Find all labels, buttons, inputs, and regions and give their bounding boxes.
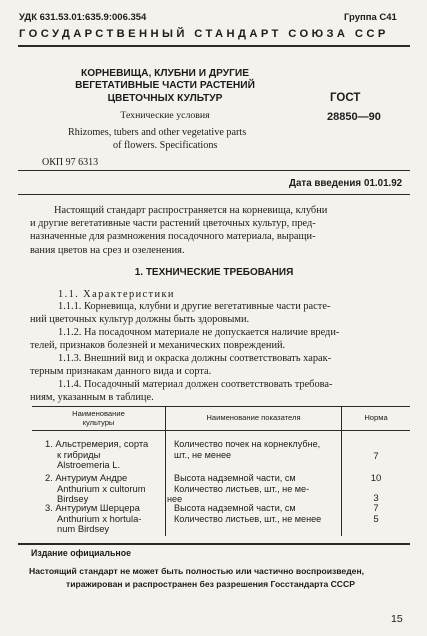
table-col-divider xyxy=(165,406,166,536)
footer-rule xyxy=(18,543,410,545)
reproduction-notice: Настоящий стандарт не может быть полностью или частично воспроизведен, xyxy=(29,566,365,576)
text-line: терным признакам данного вида и сорта. xyxy=(30,366,212,378)
udc-code: УДК 631.53.01:635.9:006.354 xyxy=(19,12,147,23)
table-cell-indicator xyxy=(174,503,321,524)
table-cell-line: Количество почек на корнеклубне, xyxy=(174,439,321,449)
paragraph-1-1-1 xyxy=(30,300,408,326)
okp-code: ОКП 97 6313 xyxy=(42,157,99,168)
group-code: Группа С41 xyxy=(344,12,397,23)
table-cell-norm: 5 xyxy=(373,514,379,525)
standard-title-line: ВЕГЕТАТИВНЫЕ ЧАСТИ РАСТЕНИЙ xyxy=(75,80,255,92)
reproduction-notice: тиражирован и распространен без разрешения Госстандарта СССР xyxy=(66,579,355,589)
standard-title-line: КОРНЕВИЩА, КЛУБНИ И ДРУГИЕ xyxy=(80,68,249,79)
table-header-indicator: Наименование показателя xyxy=(206,413,301,422)
table-header-line: культуры xyxy=(82,418,115,427)
table-cell-culture: Anthurium x cultorum xyxy=(57,482,146,494)
paragraph-1-1-3 xyxy=(30,352,408,378)
table-cell-culture: 3. Антуриум Шерцера xyxy=(45,502,140,513)
standard-title-line: ЦВЕТОЧНЫХ КУЛЬТУР xyxy=(107,92,223,104)
gost-label: ГОСТ xyxy=(330,92,361,104)
table-cell-indicator xyxy=(174,439,320,460)
table-cell-line: нее xyxy=(167,494,183,505)
text-line: вания цветов на срез и озеленения. xyxy=(30,244,185,256)
table-cell-norm: 7 xyxy=(373,451,379,462)
table-cell-culture: Alstroemeria L. xyxy=(57,459,121,471)
standard-title xyxy=(62,68,268,105)
table-cell-norm: 10 xyxy=(370,473,382,484)
table-cell-culture: 2. Антуриум Андре xyxy=(45,472,128,483)
table-top-rule xyxy=(32,406,410,407)
table-cell-culture: num Birdsey xyxy=(57,523,110,535)
english-title-line-2: of flowers. Specifications xyxy=(113,140,218,151)
standard-subtitle: Технические условия xyxy=(120,110,210,121)
text-line: 1.1.2. На посадочном материале не допускается наличие вреди- xyxy=(58,327,340,338)
english-title-line-1: Rhizomes, tubers and other vegetative parts xyxy=(68,127,247,138)
text-line: ний цветочных культур должны быть здоровыми. xyxy=(30,314,250,326)
table-row xyxy=(45,503,141,535)
table-header-norm: Норма xyxy=(364,413,388,422)
text-line: 1.1. Характеристики xyxy=(58,289,175,300)
gost-number: 28850—90 xyxy=(327,111,381,123)
text-line: телей, признаков болезней и механических повреждений. xyxy=(30,340,286,352)
text-line: Настоящий стандарт распространяется на корневища, клубни xyxy=(54,205,328,216)
text-line: 1.1.1. Корневища, клубни и другие вегетативные части расте- xyxy=(58,301,331,312)
table-cell-line: Высота надземной части, см xyxy=(174,473,296,483)
text-line: 1.1.4. Посадочный материал должен соответствовать требова- xyxy=(58,379,333,390)
text-line: 1.1.3. Внешний вид и окраска должны соответствовать харак- xyxy=(58,353,332,364)
table-cell-culture: к гибриды xyxy=(57,448,101,460)
table-cell-indicator xyxy=(167,473,310,505)
table-row xyxy=(45,439,148,471)
intro-date-label: Дата введения xyxy=(289,178,362,189)
table-cell-culture: Anthurium x hortula- xyxy=(57,512,142,524)
state-standard-banner: ГОСУДАРСТВЕННЫЙ СТАНДАРТ СОЮЗА ССР xyxy=(19,28,389,40)
paragraph-1-1-4 xyxy=(30,378,408,404)
paragraph-1-1-2 xyxy=(30,326,408,352)
text-line: и другие вегетативные части растений цветочных культур, пред- xyxy=(30,218,316,230)
table-row xyxy=(45,473,146,505)
table-cell-norm: 7 xyxy=(373,503,379,514)
date-rule xyxy=(18,194,410,195)
intro-paragraph xyxy=(30,204,408,257)
intro-date-value: 01.01.92 xyxy=(364,178,403,189)
table-cell-culture: 1. Альстремерия, сорта xyxy=(45,438,149,449)
table-cell-line: Высота надземной части, см xyxy=(174,503,296,513)
header-rule xyxy=(18,45,410,47)
table-header-culture xyxy=(32,409,165,427)
section-title: 1. ТЕХНИЧЕСКИЕ ТРЕБОВАНИЯ xyxy=(134,267,294,278)
table-cell-line: шт., не менее xyxy=(174,449,232,460)
text-line: ниям, указанным в таблице. xyxy=(30,392,154,404)
title-rule xyxy=(18,170,410,171)
table-cell-norm: 3 xyxy=(373,493,379,504)
table-cell-line: Количество листьев, шт., не ме- xyxy=(174,483,310,494)
table-header-line: Наименование xyxy=(72,409,125,418)
edition-label: Издание официальное xyxy=(31,548,131,558)
table-cell-line: Количество листьев, шт., не менее xyxy=(174,513,322,524)
page-number: 15 xyxy=(391,613,403,625)
table-header-rule xyxy=(32,430,410,431)
table-cell-culture: Birdsey xyxy=(57,493,89,505)
text-line: назначенные для размножения посадочного материала, выращи- xyxy=(30,231,316,243)
